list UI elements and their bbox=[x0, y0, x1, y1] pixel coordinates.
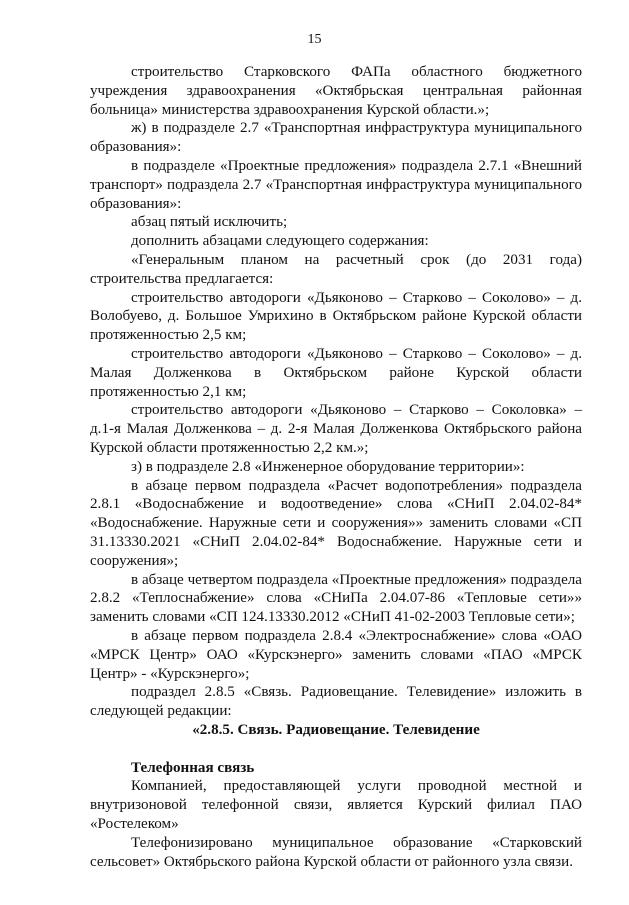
paragraph-heat-supply: в абзаце четвертом подраздела «Проектные предложения» подраздела 2.8.2 «Теплоснабжение» слова «СНиПа 2.04.07-86 «Тепловые сети»» заменить словами «СП 124.13330.2012 «СНиП 41-02-2003 Тепловые сети»; bbox=[90, 571, 582, 626]
paragraph-remove-fifth: абзац пятый исключить; bbox=[131, 214, 288, 231]
paragraph-telephonized: Телефонизировано муниципальное образование «Старковский сельсовет» Октябрьского района Курской области от районного узла связи. bbox=[90, 834, 582, 870]
paragraph-road-volobuevo: строительство автодороги «Дьяконово – Старково – Соколово» – д. Волобуево, д. Большое Умрихино в Октябрьском районе Курской области протяженностью 2,5 км; bbox=[90, 289, 582, 344]
paragraph-add-content: дополнить абзацами следующего содержания: bbox=[131, 233, 429, 250]
paragraph-fap: строительство Старковского ФАПа областного бюджетного учреждения здравоохранения «Октябрьская центральная районная больница» министерства здравоохранения Курской области.»; bbox=[90, 64, 582, 118]
paragraph-water-supply: в абзаце первом подраздела «Расчет водопотребления» подраздела 2.8.1 «Водоснабжение и водоотведение» слова «СНиП 2.04.02-84* «Водоснабжение. Наружные сети и сооружения»» заменить словами «СП 31.13330.2021 «СНиП 2.04.02-84* Водоснабжение. Наружные сети и сооружения»; bbox=[90, 477, 582, 569]
page-number: 15 bbox=[307, 32, 322, 47]
paragraph-rostelecom: Компанией, предоставляющей услуги проводной местной и внутризоновой телефонной связи, является Курский филиал ПАО «Ростелеком» bbox=[90, 778, 582, 833]
paragraph-item-zh: ж) в подразделе 2.7 «Транспортная инфраструктура муниципального образования»: bbox=[90, 120, 582, 156]
paragraph-communications-redaction: подраздел 2.8.5 «Связь. Радиовещание. Телевидение» изложить в следующей редакции: bbox=[90, 684, 582, 720]
paragraph-road-sokolovka: строительство автодороги «Дьяконово – Старково – Соколовка» – д.1-я Малая Долженкова – д. 2-я Малая Долженкова Октябрьского района Курской области протяженностью 2,2 км.»; bbox=[90, 402, 582, 456]
paragraph-item-z: з) в подразделе 2.8 «Инженерное оборудование территории»: bbox=[131, 458, 525, 475]
section-heading: «2.8.5. Связь. Радиовещание. Телевидение bbox=[192, 721, 480, 738]
document-body bbox=[90, 63, 582, 871]
paragraph-transport-proposals: в подразделе «Проектные предложения» подраздела 2.7.1 «Внешний транспорт» подраздела 2.7 «Транспортная инфраструктура муниципального образования»: bbox=[90, 157, 582, 212]
paragraph-general-plan: «Генеральным планом на расчетный срок (до 2031 года) строительства предлагается: bbox=[90, 251, 582, 287]
paragraph-road-malaya-dolzhenkova: строительство автодороги «Дьяконово – Старково – Соколово» – д. Малая Долженкова в Октябрьском районе Курской области протяженностью 2,1 км; bbox=[90, 345, 582, 400]
paragraph-power-supply: в абзаце первом подраздела 2.8.4 «Электроснабжение» слова «ОАО «МРСК Центр» ОАО «Курскэнерго» заменить словами «ПАО «МРСК Центр» - «Курскэнерго»; bbox=[90, 627, 582, 682]
sub-heading-telephone: Телефонная связь bbox=[131, 759, 255, 776]
